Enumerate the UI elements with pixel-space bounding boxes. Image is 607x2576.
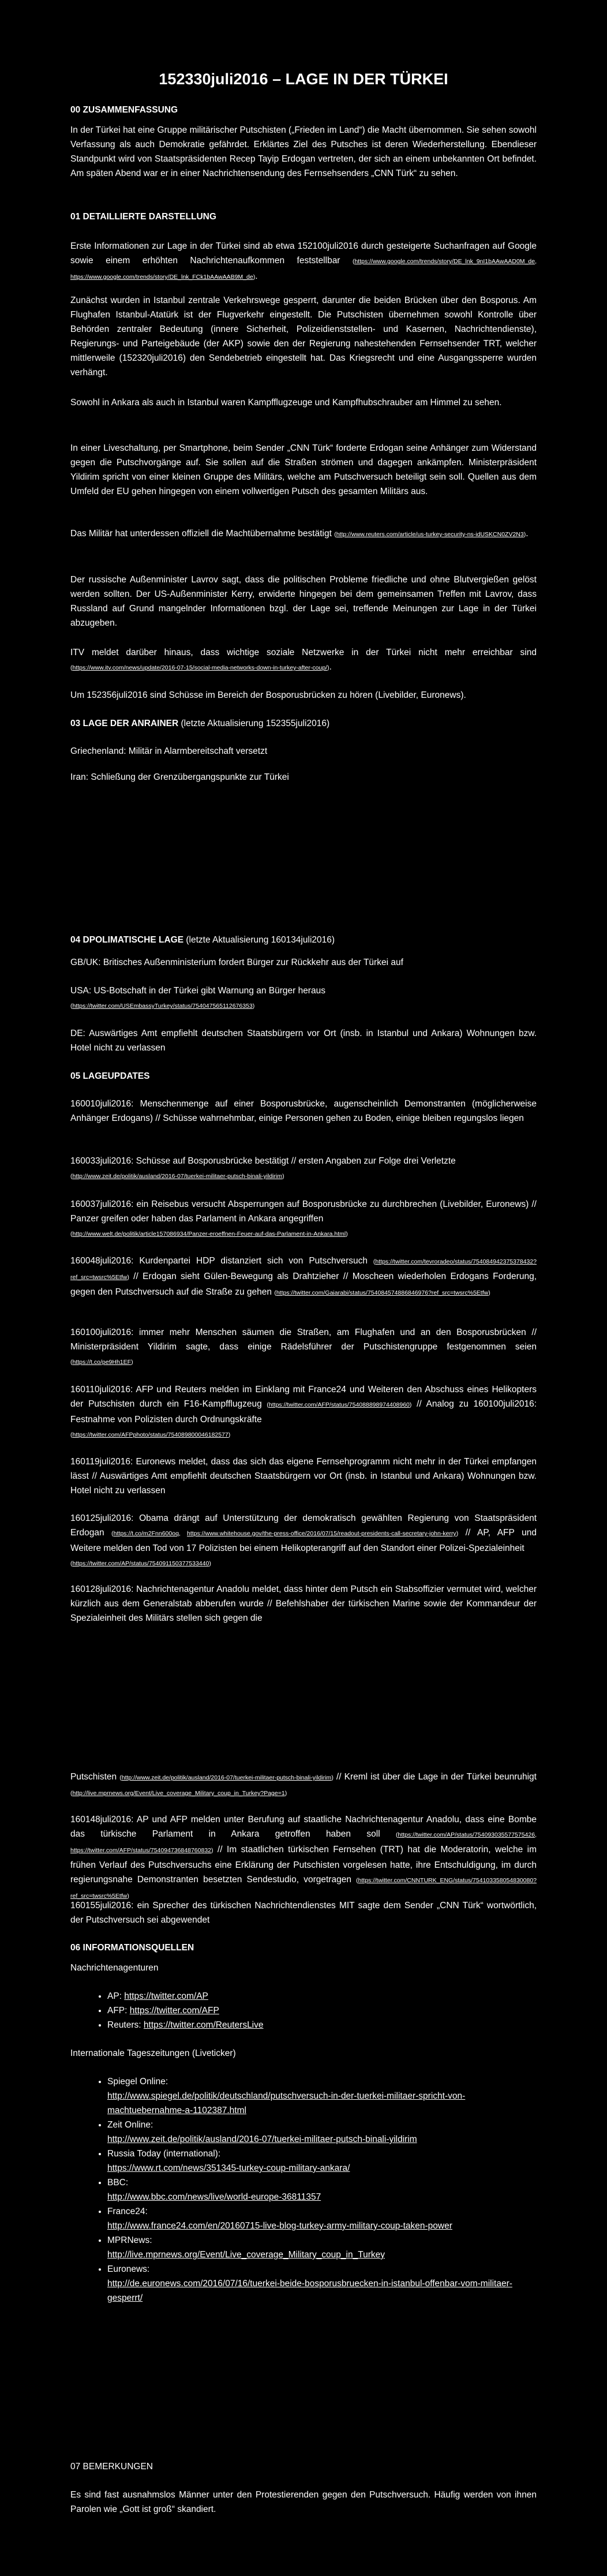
section-heading-03: 03 LAGE DER ANRAINER (letzte Aktualisierung 152355juli2016) bbox=[70, 719, 330, 728]
detail-paragraph-8: Um 152356juli2016 sind Schüsse im Bereich der Bosporusbrücken zu hören (Livebilder, Euronews). bbox=[70, 690, 466, 700]
detail-paragraph-5: Das Militär hat unterdessen offiziell die Machtübernahme bestätigt (http://www.reuters.com/article/us-turkey-security-ns-idUSKCN0ZV2N3). bbox=[70, 529, 529, 539]
paper-item: • Russia Today (international): https://www.rt.com/news/351345-turkey-coup-military-ankara/ bbox=[107, 2147, 537, 2175]
update-10: 160148juli2016: AP und AFP melden unter Berufung auf staatliche Nachrichtenagentur Anadolu, dass eine Bombe das türkische Parlament in Ankara getroffen haben soll (https://twitter.com/AP/status/754093035577575426, https://twitter.com/AFP/status/754094736848760832) // Im staatlichen türkischen Fernsehen (TRT) hat die Moderatorin, welche im frühen Verlauf des Putschversuchs eine Erklärung der Putschisten vorgelesen hatte, ihre Entschuldigung, im durch regierungsnahe Demonstranten besetzten Sendestudio, vorgetragen (https://twitter.com/CNNTURK_ENG/status/754103358054830080?ref_src=twsrc%5Etfw) bbox=[70, 1815, 537, 1900]
agency-item: • AP: https://twitter.com/AP bbox=[107, 1989, 537, 2003]
paper-item: • BBC: http://www.bbc.com/news/live/world-europe-36811357 bbox=[107, 2175, 537, 2204]
update-5: 160100juli2016: immer mehr Menschen säumen die Straßen, am Flughafen und an den Bosporusbrücken // Ministerpräsident Yildirim sagte, dass einige Rädelsführer der Putschistengruppe festgenommen seien (https://t.co/pe9Hh1EF) bbox=[70, 1328, 537, 1366]
update-6: 160110juli2016: AFP und Reuters melden im Einklang mit France24 und Weiteren den Abschuss eines Helikopters der Putschisten durch ein F16-Kampfflugzeug (https://twitter.com/AFP/status/754088898974408960) // Analog zu 160100juli2016: Festnahme von Polizisten durch Ordnungskräfte (https://twitter.com/AFPphoto/status/754089800046182577) bbox=[70, 1385, 537, 1438]
reuters-link[interactable]: http://www.reuters.com/article/us-turkey-security-ns-idUSKCN0ZV2N3 bbox=[336, 531, 524, 538]
agency-item: • Reuters: https://twitter.com/ReutersLive bbox=[107, 2018, 537, 2032]
detail-paragraph-6: Der russische Außenminister Lavrov sagt, dass die politischen Probleme friedliche und ohne Blutvergießen gelöst werden sollten. Der US-Außenminister Kerry, erwiderte hingegen bei dem gemeinsamen Treffen mit Lavrov, dass Russland auf Grund mangelnder Informationen bzgl. der Lage sei, treffende Meinungen zur Lage in der Türkei abzugeben. bbox=[70, 575, 537, 628]
update-7: 160119juli2016: Euronews meldet, dass das sich das eigene Fernsehprogramm nicht mehr in der Türkei empfangen lässt // Auswärtiges Amt empfiehlt deutschen Staatsbürgern vor Ort (insb. in Istanbul und Ankara) Wohnungen bzw. Hotel nicht zu verlassen bbox=[70, 1457, 537, 1495]
detail-paragraph-3: Sowohl in Ankara als auch in Istanbul waren Kampfflugzeuge und Kampfhubschrauber am Himmel zu sehen. bbox=[70, 398, 502, 407]
summary-paragraph: In der Türkei hat eine Gruppe militärischer Putschisten („Frieden im Land“) die Macht übernommen. Sie sehen sowohl Verfassung als auch Demokratie gefährdet. Erklärtes Ziel des Putsches ist deren Wiederherstellung. Ebendieser Standpunkt wird von Staatspräsidenten Recep Tayip Erdogan vertreten, der sich an einem unbekannten Ort befindet. Am späten Abend war er in einer Nachrichtensendung des Fernsehsenders „CNN Türk“ zu sehen. bbox=[70, 125, 537, 178]
paper-item: • Euronews: http://de.euronews.com/2016/07/16/tuerkei-beide-bosporusbruecken-in-istanbul-offenbar-vom-militaer-gesperrt/ bbox=[107, 2262, 537, 2305]
zeit-link-1[interactable]: http://www.zeit.de/politik/ausland/2016-07/tuerkei-militaer-putsch-binali-yildirim bbox=[72, 1173, 283, 1180]
agency-item: • AFP: https://twitter.com/AFP bbox=[107, 2003, 537, 2018]
agencies-label: Nachrichtenagenturen bbox=[70, 1963, 159, 1973]
tco-link-2[interactable]: https://t.co/m2Fnn600oq bbox=[113, 1530, 179, 1537]
hdp-tweet-link[interactable]: https://twitter.com/tevroradeo/status/754084942375378432?ref_src=twsrc%5Etfw bbox=[70, 1258, 537, 1281]
google-trends-link-1[interactable]: https://www.google.com/trends/story/DE_lnk_9nI1bAAwAAD0M_de bbox=[354, 258, 535, 265]
update-11: 160155juli2016: ein Sprecher des türkischen Nachrichtendienstes MIT sagte dem Sender „CNN Türk“ wortwörtlich, der Putschversuch sei abgewendet bbox=[70, 1901, 537, 1925]
paper-link[interactable]: http://www.bbc.com/news/live/world-europe-36811357 bbox=[107, 2192, 321, 2202]
itv-link[interactable]: https://www.itv.com/news/update/2016-07-15/social-media-networks-down-in-turkey-after-coup/ bbox=[72, 664, 328, 671]
neighbour-iran: Iran: Schließung der Grenzübergangspunkte zur Türkei bbox=[70, 772, 289, 782]
paper-link[interactable]: http://www.france24.com/en/20160715-live-blog-turkey-army-military-coup-taken-power bbox=[107, 2221, 452, 2231]
paper-link[interactable]: https://www.rt.com/news/351345-turkey-coup-military-ankara/ bbox=[107, 2163, 350, 2173]
papers-label: Internationale Tageszeitungen (Liveticker) bbox=[70, 2048, 236, 2058]
update-9-continued: Putschisten (http://www.zeit.de/politik/ausland/2016-07/tuerkei-militaer-putsch-binali-yildirim) // Kreml ist über die Lage in der Türkei beunruhigt (http://live.mprnews.org/Event/Live_coverage_Military_coup_in_Turkey?Page=1) bbox=[70, 1772, 537, 1797]
paper-link[interactable]: http://live.mprnews.org/Event/Live_coverage_Military_coup_in_Turkey bbox=[107, 2250, 385, 2260]
paper-item: • France24: http://www.france24.com/en/20160715-live-blog-turkey-army-military-coup-taken-power bbox=[107, 2204, 537, 2233]
detail-paragraph-7: ITV meldet darüber hinaus, dass wichtige soziale Netzwerke in der Türkei nicht mehr erreichbar sind (https://www.itv.com/news/update/2016-07-15/social-media-networks-down-in-turkey-after-coup/). bbox=[70, 648, 537, 672]
update-8: 160125juli2016: Obama drängt auf Unterstützung der demokratisch gewählten Regierung von Staatspräsident Erdogan (https://t.co/m2Fnn600oq, https://www.whitehouse.gov/the-press-office/2016/07/15/readout-presidents-call-secretary-john-kerry) // AP, AFP und Weitere melden den Tod von 17 Polizisten bei einem Helikopterangriff auf den Standort einer Polizei-Spezialeinheit (https://twitter.com/AP/status/754091150377533440) bbox=[70, 1513, 537, 1567]
zeit-link-2[interactable]: http://www.zeit.de/politik/ausland/2016-07/tuerkei-militaer-putsch-binali-yildirim bbox=[121, 1774, 332, 1781]
section-heading-00: 00 ZUSAMMENFASSUNG bbox=[70, 105, 178, 115]
papers-list bbox=[70, 2074, 537, 2305]
google-trends-link-2[interactable]: https://www.google.com/trends/story/DE_lnk_FCk1bAAwAAB9M_de bbox=[70, 274, 253, 281]
diplomacy-uk: GB/UK: Britisches Außenministerium fordert Bürger zur Rückkehr aus der Türkei auf bbox=[70, 958, 403, 967]
paper-item: • Spiegel Online: http://www.spiegel.de/politik/deutschland/putschversuch-in-der-tuerkei-militaer-spricht-von-machtuebernahme-a-1102387.html bbox=[107, 2074, 537, 2118]
ap-tweet-link-1[interactable]: https://twitter.com/AP/status/754091150377533440 bbox=[72, 1560, 209, 1567]
agency-link[interactable]: https://twitter.com/AP bbox=[124, 1991, 208, 2001]
paper-item: • MPRNews: http://live.mprnews.org/Event/Live_coverage_Military_coup_in_Turkey bbox=[107, 2233, 537, 2262]
ap-tweet-link-2[interactable]: https://twitter.com/AP/status/754093035577575426 bbox=[398, 1831, 535, 1838]
diplomacy-de: DE: Auswärtiges Amt empfiehlt deutschen Staatsbürgern vor Ort (insb. in Istanbul und Ankara) Wohnungen bzw. Hotel nicht zu verlassen bbox=[70, 1029, 537, 1053]
detail-paragraph-2: Zunächst wurden in Istanbul zentrale Verkehrswege gesperrt, darunter die beiden Brücken über den Bosporus. Am Flughafen Istanbul-Atatürk ist der Flugverkehr eingestellt. Die Putschisten übernehmen sowohl Kontrolle über Behörden zentraler Bedeutung (innere Sicherheit, Polizeidienststellen- und Kasernen, Nachrichtendienste), Regierungs- und Parteigebäude (der AKP) sowie den der Regierung nahestehenden Fernsehsender TRT, welcher mittlerweile (152320juli2016) den Sendebetrieb eingestellt hat. Das Kriegsrecht und eine Ausgangssperre wurden verhängt. bbox=[70, 296, 537, 377]
paper-item: • Zeit Online: http://www.zeit.de/politik/ausland/2016-07/tuerkei-militaer-putsch-binali-yildirim bbox=[107, 2118, 537, 2147]
section-heading-01: 01 DETAILLIERTE DARSTELLUNG bbox=[70, 212, 216, 222]
paper-link[interactable]: http://www.spiegel.de/politik/deutschland/putschversuch-in-der-tuerkei-militaer-spricht-von-machtuebernahme-a-1102387.html bbox=[107, 2091, 466, 2115]
diplomacy-usa: USA: US-Botschaft in der Türkei gibt Warnung an Bürger heraus (https://twitter.com/USEmbassyTurkey/status/754047565112676353) bbox=[70, 986, 325, 1010]
section-heading-05: 05 LAGEUPDATES bbox=[70, 1071, 150, 1081]
update-2: 160033juli2016: Schüsse auf Bosporusbrücke bestätigt // ersten Angaben zur Folge drei Verletzte (http://www.zeit.de/politik/ausland/2016-07/tuerkei-militaer-putsch-binali-yildirim) bbox=[70, 1156, 456, 1180]
detail-paragraph-1: Erste Informationen zur Lage in der Türkei sind ab etwa 152100juli2016 durch gesteigerte Suchanfragen auf Google sowie einem erhöhten Nachrichtenaufkommen feststellbar (https://www.google.com/trends/story/DE_lnk_9nI1bAAwAAD0M_de, https://www.google.com/trends/story/DE_lnk_FCk1bAAwAAB9M_de). bbox=[70, 241, 537, 281]
mprnews-link-1[interactable]: http://live.mprnews.org/Event/Live_coverage_Military_coup_in_Turkey?Page=1 bbox=[72, 1790, 285, 1797]
page-title: 152330juli2016 – LAGE IN DER TÜRKEI bbox=[159, 70, 448, 88]
update-4: 160048juli2016: Kurdenpartei HDP distanziert sich von Putschversuch (https://twitter.com/tevroradeo/status/754084942375378432?ref_src=twsrc%5Etfw) // Erdogan sieht Gülen-Bewegung als Drahtzieher // Moscheen wiederholen Erdogans Forderung, gegen den Putschversuch auf die Straße zu gehen (https://twitter.com/Gaiarabi/status/754084574886846976?ref_src=twsrc%5Etfw) bbox=[70, 1256, 537, 1297]
section-heading-06: 06 INFORMATIONSQUELLEN bbox=[70, 1943, 194, 1953]
update-1: 160010juli2016: Menschenmenge auf einer Bosporusbrücke, augenscheinlich Demonstranten (möglicherweise Anhänger Erdogans) // Schüsse wahrnehmbar, einige Personen gehen zu Boden, einige bleiben regungslos liegen bbox=[70, 1099, 537, 1123]
afpphoto-tweet-link[interactable]: https://twitter.com/AFPphoto/status/754089800046182577 bbox=[72, 1431, 228, 1438]
section-heading-04: 04 DPOLIMATISCHE LAGE (letzte Aktualisierung 160134juli2016) bbox=[70, 935, 335, 945]
update-3: 160037juli2016: ein Reisebus versucht Absperrungen auf Bosporusbrücke zu durchbrechen (Livebilder, Euronews) // Panzer greifen oder haben das Parlament in Ankara angegriffen (http://www.welt.de/politik/article157086934/Panzer-eroeffnen-Feuer-auf-das-Parlament-in-Ankara.html) bbox=[70, 1199, 537, 1237]
update-9: 160128juli2016: Nachrichtenagentur Anadolu meldet, dass hinter dem Putsch ein Stabsoffizier vermutet wird, welcher kürzlich aus dem Generalstab abberufen wurde // Befehlshaber der türkischen Marine sowie der Kommandeur der Spezialeinheit des Militärs stellen sich gegen die bbox=[70, 1584, 537, 1623]
agencies-list bbox=[70, 1989, 537, 2032]
agency-link[interactable]: https://twitter.com/ReutersLive bbox=[143, 2020, 264, 2030]
agency-link[interactable]: https://twitter.com/AFP bbox=[129, 2006, 219, 2016]
paper-link[interactable]: http://www.zeit.de/politik/ausland/2016-07/tuerkei-militaer-putsch-binali-yildirim bbox=[107, 2134, 417, 2144]
paper-link[interactable]: http://de.euronews.com/2016/07/16/tuerkei-beide-bosporusbruecken-in-istanbul-offenbar-vom-militaer-gesperrt/ bbox=[107, 2279, 512, 2303]
section-heading-07: 07 BEMERKUNGEN bbox=[70, 2462, 153, 2472]
remarks-paragraph: Es sind fast ausnahmslos Männer unter den Protestierenden gegen den Putschversuch. Häufig werden von ihnen Parolen wie „Gott ist groß“ skandiert. bbox=[70, 2490, 537, 2514]
neighbour-greece: Griechenland: Militär in Alarmbereitschaft versetzt bbox=[70, 746, 268, 756]
us-embassy-link[interactable]: https://twitter.com/USEmbassyTurkey/status/754047565112676353 bbox=[72, 1003, 253, 1010]
afp-tweet-link-1[interactable]: https://twitter.com/AFP/status/754088898974408960 bbox=[268, 1401, 410, 1408]
detail-paragraph-4: In einer Liveschaltung, per Smartphone, beim Sender „CNN Türk“ forderte Erdogan seine Anhänger zum Widerstand gegen die Putschvorgänge auf. Sie sollen auf die Straßen strömen und dagegen ankämpfen. Ministerpräsident Yildirim spricht von einer kleinen Gruppe des Militärs, welche am Putschversuch beteiligt sein soll. Quellen aus dem Umfeld der EU gehen hingegen von einem vollwertigen Putsch des gesamten Militärs aus. bbox=[70, 443, 537, 496]
mosque-tweet-link[interactable]: https://twitter.com/Gaiarabi/status/754084574886846976?ref_src=twsrc%5Etfw bbox=[276, 1289, 489, 1296]
afp-tweet-link-2[interactable]: https://twitter.com/AFP/status/754094736848760832 bbox=[70, 1847, 211, 1854]
welt-link[interactable]: http://www.welt.de/politik/article157086934/Panzer-eroeffnen-Feuer-auf-das-Parlament-in-Ankara.html bbox=[72, 1231, 346, 1237]
whitehouse-link[interactable]: https://www.whitehouse.gov/the-press-office/2016/07/15/readout-presidents-call-secretary-john-kerry bbox=[186, 1530, 456, 1537]
tco-link-1[interactable]: https://t.co/pe9Hh1EF bbox=[72, 1359, 132, 1366]
cnnturk-tweet-link[interactable]: https://twitter.com/CNNTURK_ENG/status/754103358054830080?ref_src=twsrc%5Etfw bbox=[70, 1877, 537, 1900]
